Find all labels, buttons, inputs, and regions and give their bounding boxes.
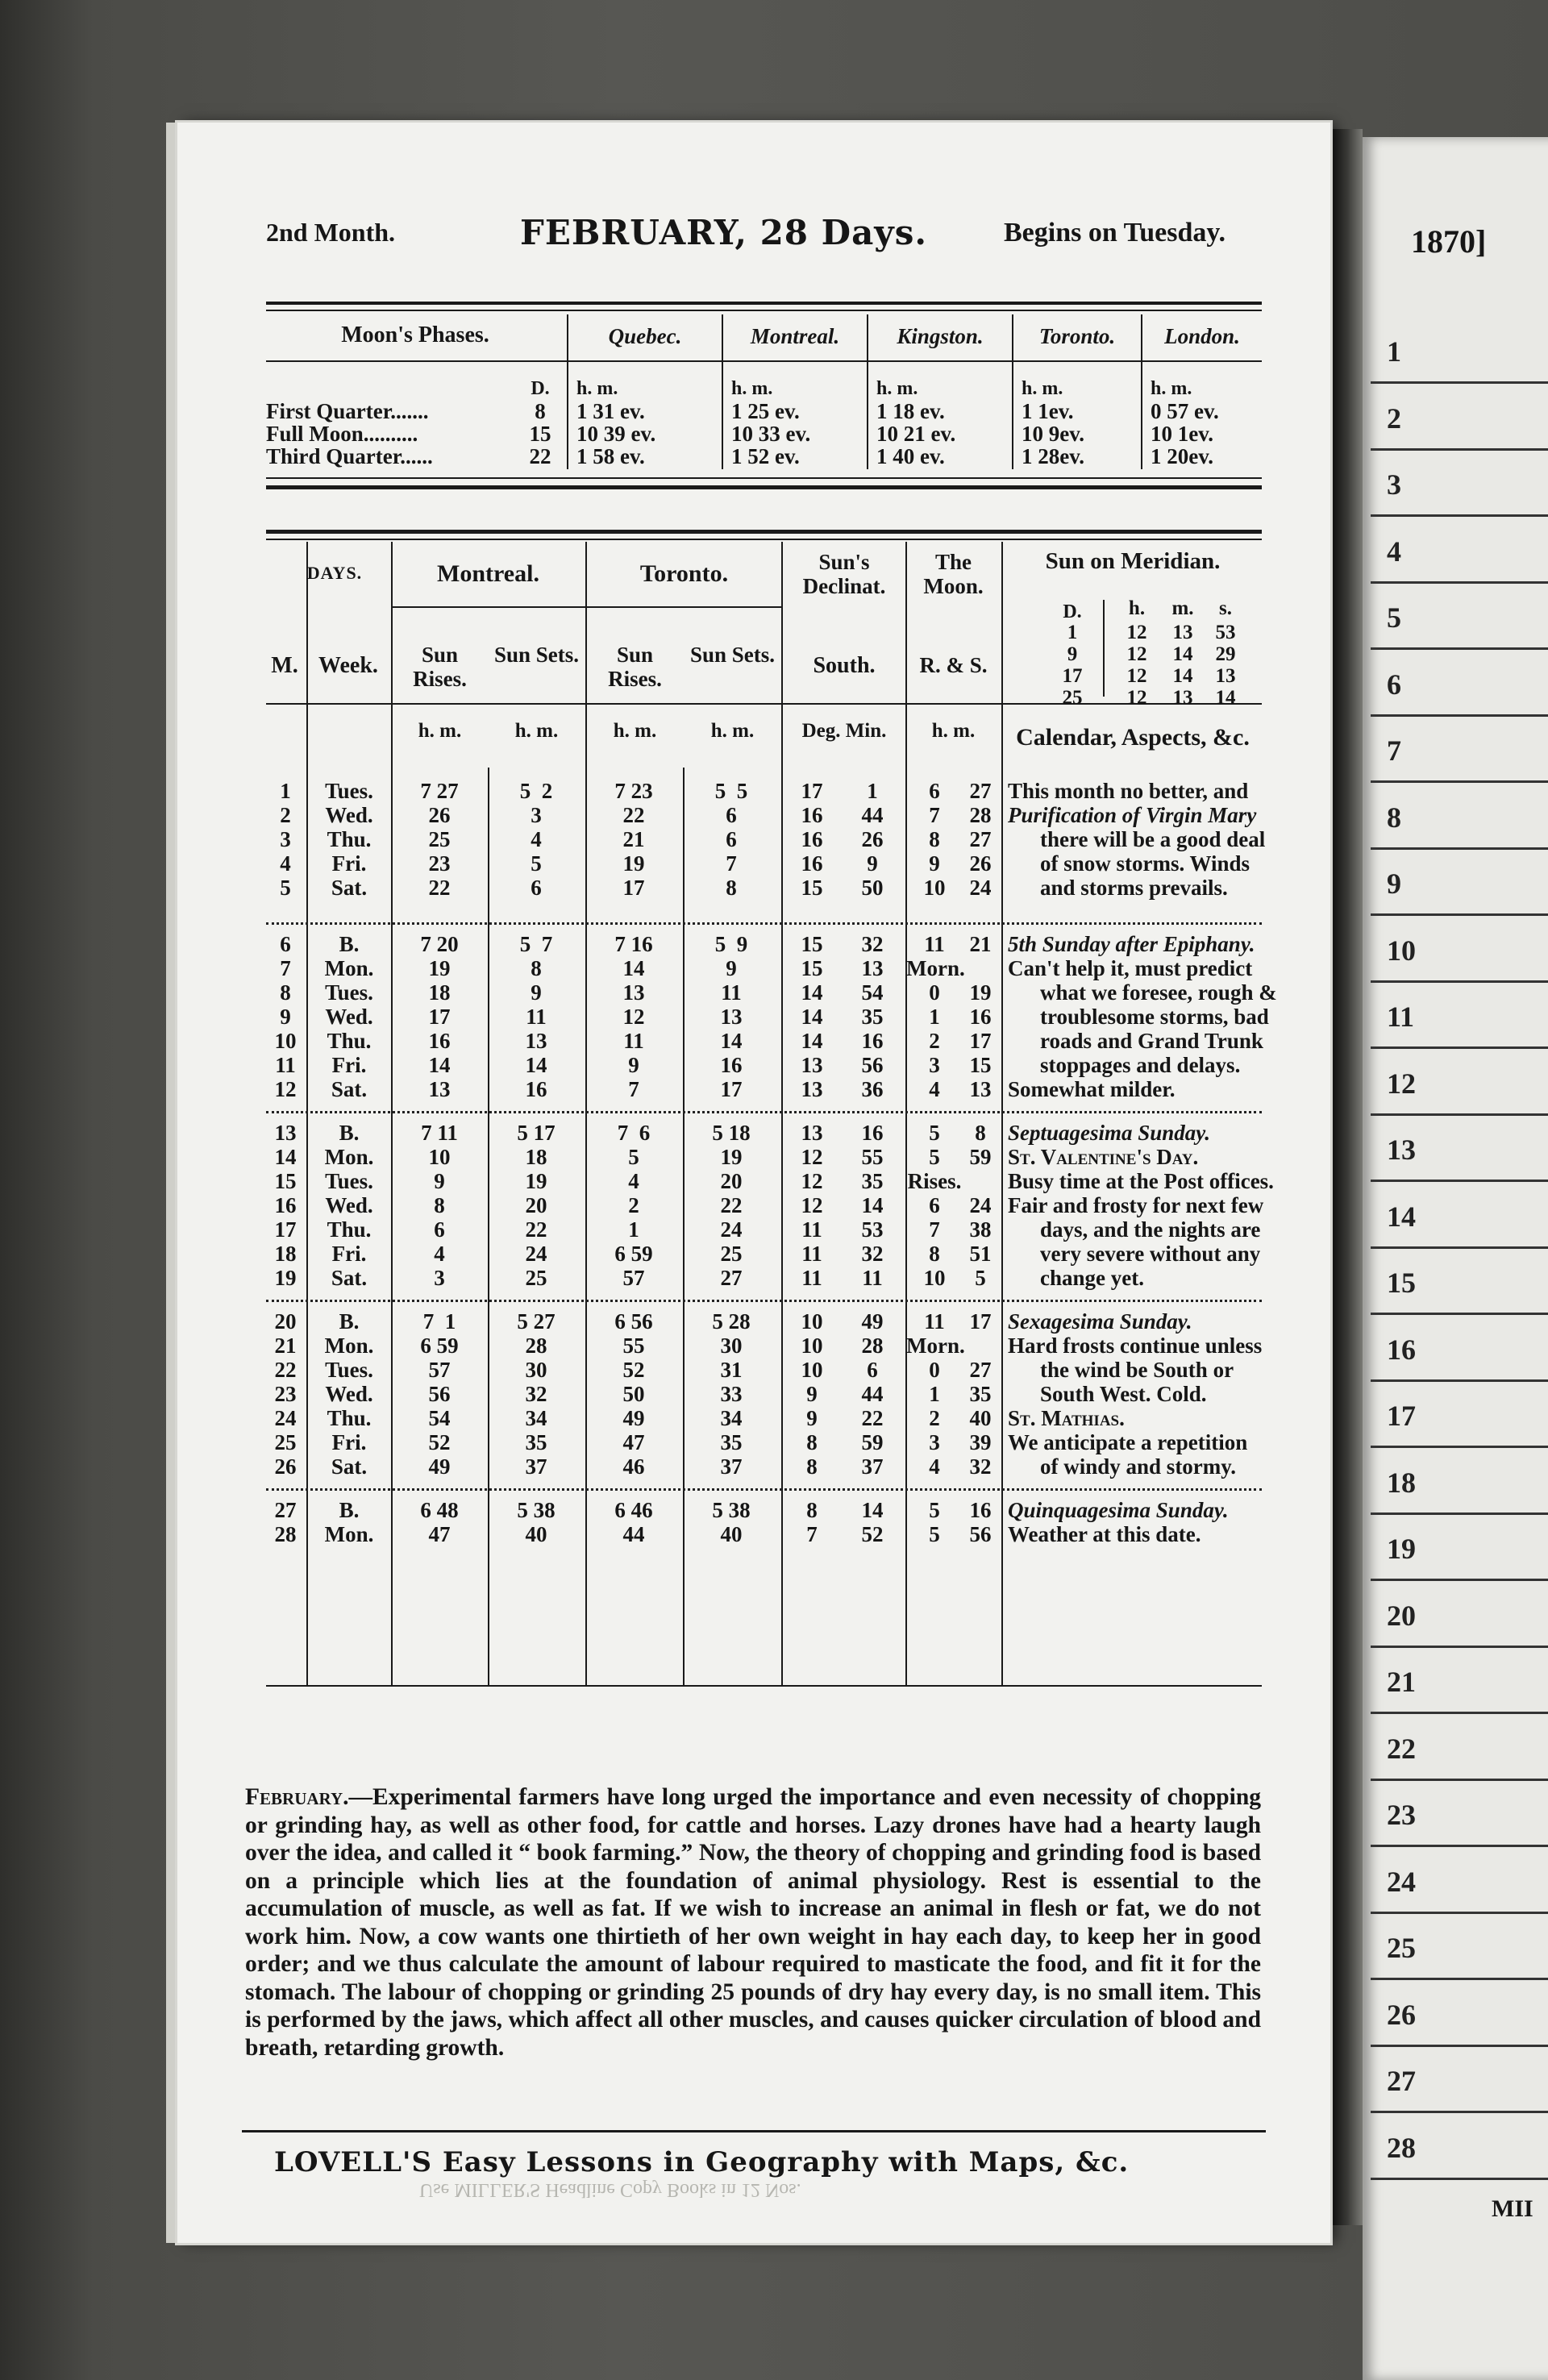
facing-row-rule (1371, 1113, 1548, 1116)
calendar-note: Can't help it, must predict (1008, 956, 1253, 980)
calendar-note: South West. Cold. (1040, 1382, 1207, 1406)
moon-hours: 5 5 Rises. 6 7 8 10 (907, 1121, 962, 1290)
rs-heading: R. & S. (919, 653, 988, 677)
book-gutter (1332, 129, 1363, 2225)
meridian-s-head: s. (1219, 597, 1232, 619)
declination-degrees: 17 16 16 16 15 (801, 779, 823, 900)
montreal-sunrise: 7 11 10 9 8 6 4 3 (421, 1121, 458, 1290)
montreal-sunset: 5 38 40 (517, 1498, 556, 1546)
toronto-sunrise: 6 56 55 52 50 49 47 46 (614, 1309, 653, 1479)
calendar-note: Quinquagesima Sunday. (1008, 1498, 1229, 1522)
facing-row-rule (1371, 714, 1548, 717)
toronto-sunset: 5 5 6 6 7 8 (714, 779, 748, 900)
facing-row-rule (1371, 2111, 1548, 2113)
table-top-rule-2 (266, 539, 1262, 540)
toronto-sunset: 5 9 9 11 13 14 16 17 (714, 932, 748, 1101)
moon-hours: 11 Morn. 0 1 2 3 4 (906, 1309, 965, 1479)
toronto-sunrise: 7 23 22 21 19 17 (614, 779, 653, 900)
moon-hm-label: h. m. (931, 720, 976, 742)
page-title: FEBRUARY, 28 Days. (520, 213, 927, 252)
moon-heading: The Moon. (923, 550, 984, 598)
facing-day-number: 23 (1387, 1799, 1416, 1831)
hm-label: h. m. (710, 720, 755, 742)
facing-row-rule (1371, 1779, 1548, 1781)
day-of-week: B. Mon. Tues. Wed. Thu. Fri. Sat. (324, 1309, 374, 1479)
montreal-sunset: 5 27 28 30 32 34 35 37 (517, 1309, 556, 1479)
meridian-rule (1103, 600, 1105, 697)
day-of-month: 1 2 3 4 5 (280, 779, 291, 900)
article-text: —Experimental farmers have long urged the importance and even necessity of chopping or grinding hay, as well as other food, for cattle and horses. Lazy drones have had a hearty laugh over the idea, and called it “ book farming.” Now, the theory of chopping and grinding food is based on a principle which lies at the foundation of animal physiology. Rest is essential to the accumulation of muscle, as well as fat. If we wish to increase an animal in flesh or fat, we do not work him. Now, a cow wants one thirtieth of her own weight in hay each day, to keep her in good order; and we thus calculate the amount of labour required to masticate the food, and fit it for the stomach. The labour of chopping or grinding 25 pounds of dry hay every day, is no small item. This is performed by the jaws, which affect all other muscles, and causes quicker circulation of blood and breath, retarding growth. (245, 1784, 1261, 2061)
south-heading: South. (813, 653, 876, 678)
facing-row-rule (1371, 1646, 1548, 1648)
day-of-month: 13 14 15 16 17 18 19 (274, 1121, 297, 1290)
montreal-sunset: 5 7 8 9 11 13 14 16 (519, 932, 553, 1101)
calendar-note: Hard frosts continue unless (1008, 1334, 1263, 1358)
facing-row-rule (1371, 1180, 1548, 1182)
phase-time: 1 20ev. (1151, 444, 1213, 468)
declination-minutes: 49 28 6 44 22 59 37 (861, 1309, 884, 1479)
phases-hm-label: h. m. (1151, 378, 1192, 399)
phases-sub-rule (266, 360, 1262, 362)
calendar-note: there will be a good deal (1040, 827, 1266, 851)
meridian-d-head: D. (1063, 601, 1082, 622)
day-of-week: B. Mon. Tues. Wed. Thu. Fri. Sat. (324, 932, 374, 1101)
facing-day-number: 12 (1387, 1067, 1416, 1100)
calendar-note: Purification of Virgin Mary (1008, 803, 1257, 827)
moon-minutes: 8 59 24 38 51 5 (969, 1121, 992, 1290)
meridian-minutes: 14 (1172, 643, 1193, 665)
week-separator (266, 1300, 1262, 1302)
phase-time: 10 39 ev. (576, 422, 656, 446)
phase-name: Third Quarter...... (266, 444, 433, 468)
calendar-note: roads and Grand Trunk (1040, 1029, 1263, 1053)
phases-bottom-rule (266, 477, 1262, 479)
phases-d-label: D. (531, 378, 550, 399)
phase-time: 1 28ev. (1022, 444, 1084, 468)
phase-time: 10 1ev. (1151, 422, 1213, 446)
facing-day-number: 10 (1387, 934, 1416, 967)
calendar-note: We anticipate a repetition (1008, 1430, 1248, 1454)
facing-day-number: 3 (1387, 468, 1401, 501)
declination-minutes: 16 55 35 14 53 32 11 (861, 1121, 884, 1290)
day-of-month: 20 21 22 23 24 25 26 (274, 1309, 297, 1479)
facing-row-rule (1371, 1912, 1548, 1914)
facing-page (1363, 137, 1548, 2380)
phase-time: 1 1ev. (1022, 399, 1074, 423)
facing-row-rule (1371, 448, 1548, 451)
facing-day-number: 27 (1387, 2065, 1416, 2097)
facing-day-number: 19 (1387, 1533, 1416, 1565)
phase-name: First Quarter....... (266, 399, 429, 423)
facing-day-number: 25 (1387, 1932, 1416, 1964)
phase-time: 1 40 ev. (876, 444, 945, 468)
facing-day-number: 17 (1387, 1400, 1416, 1432)
article-paragraph (245, 1783, 1261, 2062)
facing-row-rule (1371, 847, 1548, 850)
phases-city-2: Kingston. (897, 324, 984, 348)
week-separator (266, 1111, 1262, 1113)
meridian-seconds: 13 (1215, 665, 1236, 687)
facing-row-rule (1371, 2045, 1548, 2047)
phases-top-rule (266, 302, 1262, 305)
phases-hm-label: h. m. (1022, 378, 1063, 399)
calendar-note: change yet. (1040, 1266, 1144, 1290)
calendar-note: 5th Sunday after Epiphany. (1008, 932, 1255, 956)
calendar-note: Busy time at the Post offices. (1008, 1169, 1274, 1193)
phase-day: 15 (529, 422, 551, 446)
facing-day-number: 6 (1387, 668, 1401, 701)
facing-row-rule (1371, 780, 1548, 783)
table-col-rule (781, 542, 783, 1685)
meridian-hours: 12 (1126, 643, 1147, 665)
phase-time: 10 21 ev. (876, 422, 956, 446)
facing-day-number: 7 (1387, 734, 1401, 767)
degmin-label: Deg. Min. (801, 720, 887, 742)
facing-row-rule (1371, 1046, 1548, 1049)
phase-time: 0 57 ev. (1151, 399, 1219, 423)
facing-day-number: 26 (1387, 1998, 1416, 2031)
phases-bottom-rule-2 (266, 485, 1262, 489)
facing-day-number: 21 (1387, 1666, 1416, 1698)
footer-rule (242, 2130, 1266, 2132)
declination-degrees: 8 7 (806, 1498, 818, 1546)
phases-city-1: Montreal. (750, 324, 840, 348)
facing-day-number: 22 (1387, 1732, 1416, 1765)
facing-day-number: 8 (1387, 801, 1401, 834)
declination-degrees: 10 10 10 9 9 8 8 (801, 1309, 823, 1479)
declination-minutes: 1 44 26 9 50 (861, 779, 884, 900)
facing-day-number: 20 (1387, 1599, 1416, 1632)
meridian-hours: 12 (1126, 687, 1147, 709)
toronto-sunset: 5 38 40 (712, 1498, 751, 1546)
facing-row-rule (1371, 1446, 1548, 1448)
facing-day-number: 24 (1387, 1865, 1416, 1898)
montreal-sunrise: 7 27 26 25 23 22 (420, 779, 459, 900)
facing-row-rule (1371, 514, 1548, 517)
calendar-note: St. Valentine's Day. (1008, 1145, 1199, 1169)
phase-time: 1 58 ev. (576, 444, 645, 468)
moon-phases-heading: Moon's Phases. (341, 322, 489, 347)
moon-hours: 5 5 (929, 1498, 940, 1546)
facing-row-rule (1371, 1845, 1548, 1847)
day-of-week: B. Mon. Tues. Wed. Thu. Fri. Sat. (324, 1121, 374, 1290)
facing-row-rule (1371, 1512, 1548, 1515)
day-of-month: 27 28 (274, 1498, 297, 1546)
facing-year: 1870] (1411, 223, 1487, 260)
moon-hours: 6 7 8 9 10 (923, 779, 946, 900)
calendar-note: the wind be South or (1040, 1358, 1234, 1382)
calendar-note: Somewhat milder. (1008, 1077, 1176, 1101)
meridian-day: 1 (1067, 622, 1078, 643)
facing-day-number: 5 (1387, 601, 1401, 634)
day-of-month: 6 7 8 9 10 11 12 (274, 932, 297, 1101)
meridian-hours: 12 (1126, 665, 1147, 687)
toronto-sets-heading: Sun Sets. (689, 643, 776, 667)
day-of-week: Tues. Wed. Thu. Fri. Sat. (325, 779, 373, 900)
meridian-day: 9 (1067, 643, 1078, 665)
facing-row-rule (1371, 1246, 1548, 1249)
facing-day-number: 11 (1387, 1001, 1415, 1033)
facing-row-rule (1371, 2178, 1548, 2180)
meridian-seconds: 53 (1215, 622, 1236, 643)
facing-row-rule (1371, 1313, 1548, 1315)
hm-label: h. m. (613, 720, 657, 742)
facing-day-number: 18 (1387, 1466, 1416, 1499)
calendar-note: what we foresee, rough & (1040, 980, 1277, 1005)
phase-day: 8 (535, 399, 546, 423)
month-number: 2nd Month. (266, 218, 396, 247)
montreal-sunrise: 7 1 6 59 57 56 54 52 49 (420, 1309, 459, 1479)
meridian-heading: Sun on Meridian. (1045, 548, 1221, 574)
begins-on: Begins on Tuesday. (1004, 218, 1226, 248)
phase-time: 1 18 ev. (876, 399, 945, 423)
facing-row-rule (1371, 913, 1548, 916)
facing-row-rule (1371, 647, 1548, 650)
almanac-page (177, 123, 1330, 2243)
toronto-sunrise: 6 46 44 (614, 1498, 653, 1546)
toronto-sunset: 5 28 30 31 33 34 35 37 (712, 1309, 751, 1479)
bleed-through-text: Use MILLER'S Headline Copy Books in 12 Nos. (419, 2179, 801, 2200)
meridian-minutes: 13 (1172, 622, 1193, 643)
calendar-note: of windy and stormy. (1040, 1454, 1237, 1479)
meridian-seconds: 14 (1215, 687, 1236, 709)
meridian-day: 17 (1062, 665, 1083, 687)
phases-hm-label: h. m. (576, 378, 618, 399)
facing-day-number: 13 (1387, 1134, 1416, 1166)
meridian-minutes: 14 (1172, 665, 1193, 687)
calendar-note: Sexagesima Sunday. (1008, 1309, 1192, 1334)
phase-name: Full Moon.......... (266, 422, 418, 446)
montreal-heading: Montreal. (437, 560, 539, 587)
calendar-note: troublesome storms, bad (1040, 1005, 1269, 1029)
montreal-sets-heading: Sun Sets. (493, 643, 580, 667)
meridian-seconds: 29 (1215, 643, 1236, 665)
declination-degrees: 13 12 12 12 11 11 11 (801, 1121, 823, 1290)
meridian-h-head: h. (1128, 597, 1146, 619)
declination-minutes: 32 13 54 35 16 56 36 (861, 932, 884, 1101)
calendar-note: This month no better, and (1008, 779, 1249, 803)
article-lead: February. (245, 1784, 349, 1810)
phases-city-3: Toronto. (1038, 324, 1116, 348)
moon-hours: 11 Morn. 0 1 2 3 4 (906, 932, 965, 1101)
phases-city-0: Quebec. (608, 324, 682, 348)
toronto-heading: Toronto. (639, 560, 729, 587)
phase-time: 10 9ev. (1022, 422, 1084, 446)
m-heading: M. (271, 653, 298, 678)
toronto-sunset: 5 18 19 20 22 24 25 27 (712, 1121, 751, 1290)
facing-row-rule (1371, 381, 1548, 384)
calendar-note: days, and the nights are (1040, 1217, 1261, 1242)
facing-day-number: 4 (1387, 535, 1401, 568)
phase-time: 1 25 ev. (731, 399, 800, 423)
phase-time: 10 33 ev. (731, 422, 811, 446)
table-col-rule (1001, 542, 1003, 1685)
phases-top-rule-2 (266, 310, 1262, 311)
facing-day-number: 9 (1387, 868, 1401, 900)
hm-label: h. m. (514, 720, 559, 742)
calendar-note: St. Mathias. (1008, 1406, 1125, 1430)
declination-heading: Sun's Declinat. (802, 550, 886, 598)
facing-trailing-text: MII (1492, 2195, 1533, 2222)
toronto-sunrise: 7 6 5 4 2 1 6 59 57 (614, 1121, 653, 1290)
calendar-note: stoppages and delays. (1040, 1053, 1241, 1077)
phase-time: 1 31 ev. (576, 399, 645, 423)
phases-city-4: London. (1164, 324, 1240, 348)
montreal-sunset: 5 2 3 4 5 6 (519, 779, 553, 900)
declination-degrees: 15 15 14 14 14 13 13 (801, 932, 823, 1101)
moon-minutes: 16 56 (969, 1498, 992, 1546)
meridian-hours: 12 (1126, 622, 1147, 643)
calendar-note: very severe without any (1040, 1242, 1261, 1266)
day-of-week: B. Mon. (324, 1498, 374, 1546)
table-top-rule (266, 530, 1262, 534)
facing-day-number: 2 (1387, 402, 1401, 435)
facing-row-rule (1371, 581, 1548, 584)
phase-time: 1 52 ev. (731, 444, 800, 468)
table-bottom-rule (266, 1685, 1262, 1687)
calendar-note: Septuagesima Sunday. (1008, 1121, 1211, 1145)
declination-minutes: 14 52 (861, 1498, 884, 1546)
phase-day: 22 (529, 444, 551, 468)
toronto-sunrise: 7 16 14 13 12 11 9 7 (614, 932, 653, 1101)
calendar-note: of snow storms. Winds (1040, 851, 1250, 876)
montreal-sunrise: 7 20 19 18 17 16 14 13 (420, 932, 459, 1101)
facing-row-rule (1371, 980, 1548, 983)
week-heading: Week. (318, 653, 378, 678)
montreal-rises-heading: Sun Rises. (413, 643, 467, 691)
facing-day-number: 15 (1387, 1267, 1416, 1299)
days-heading: DAYS. (306, 563, 363, 583)
facing-day-number: 14 (1387, 1200, 1416, 1233)
header-rule (391, 606, 781, 608)
calendar-heading: Calendar, Aspects, &c. (1016, 724, 1250, 751)
facing-day-number: 1 (1387, 335, 1401, 368)
week-separator (266, 922, 1262, 925)
facing-row-rule (1371, 1579, 1548, 1581)
facing-row-rule (1371, 1712, 1548, 1714)
calendar-note: and storms prevails. (1040, 876, 1228, 900)
phases-hm-label: h. m. (731, 378, 773, 399)
meridian-m-head: m. (1171, 597, 1194, 619)
facing-row-rule (1371, 1379, 1548, 1382)
facing-row-rule (1371, 1978, 1548, 1980)
toronto-rises-heading: Sun Rises. (608, 643, 662, 691)
facing-day-number: 28 (1387, 2131, 1416, 2164)
phases-hm-label: h. m. (876, 378, 918, 399)
meridian-minutes: 13 (1172, 687, 1193, 709)
meridian-day: 25 (1062, 687, 1083, 709)
montreal-sunrise: 6 48 47 (420, 1498, 459, 1546)
moon-minutes: 27 28 27 26 24 (969, 779, 992, 900)
moon-minutes: 17 27 35 40 39 32 (969, 1309, 992, 1479)
footer-advert: LOVELL'S Easy Lessons in Geography with Maps, &c. (274, 2146, 1130, 2178)
montreal-sunset: 5 17 18 19 20 22 24 25 (517, 1121, 556, 1290)
week-separator (266, 1488, 1262, 1491)
calendar-note: Weather at this date. (1008, 1522, 1201, 1546)
facing-day-number: 16 (1387, 1333, 1416, 1366)
hm-label: h. m. (418, 720, 462, 742)
calendar-note: Fair and frosty for next few (1008, 1193, 1264, 1217)
moon-minutes: 21 19 16 17 15 13 (969, 932, 992, 1101)
